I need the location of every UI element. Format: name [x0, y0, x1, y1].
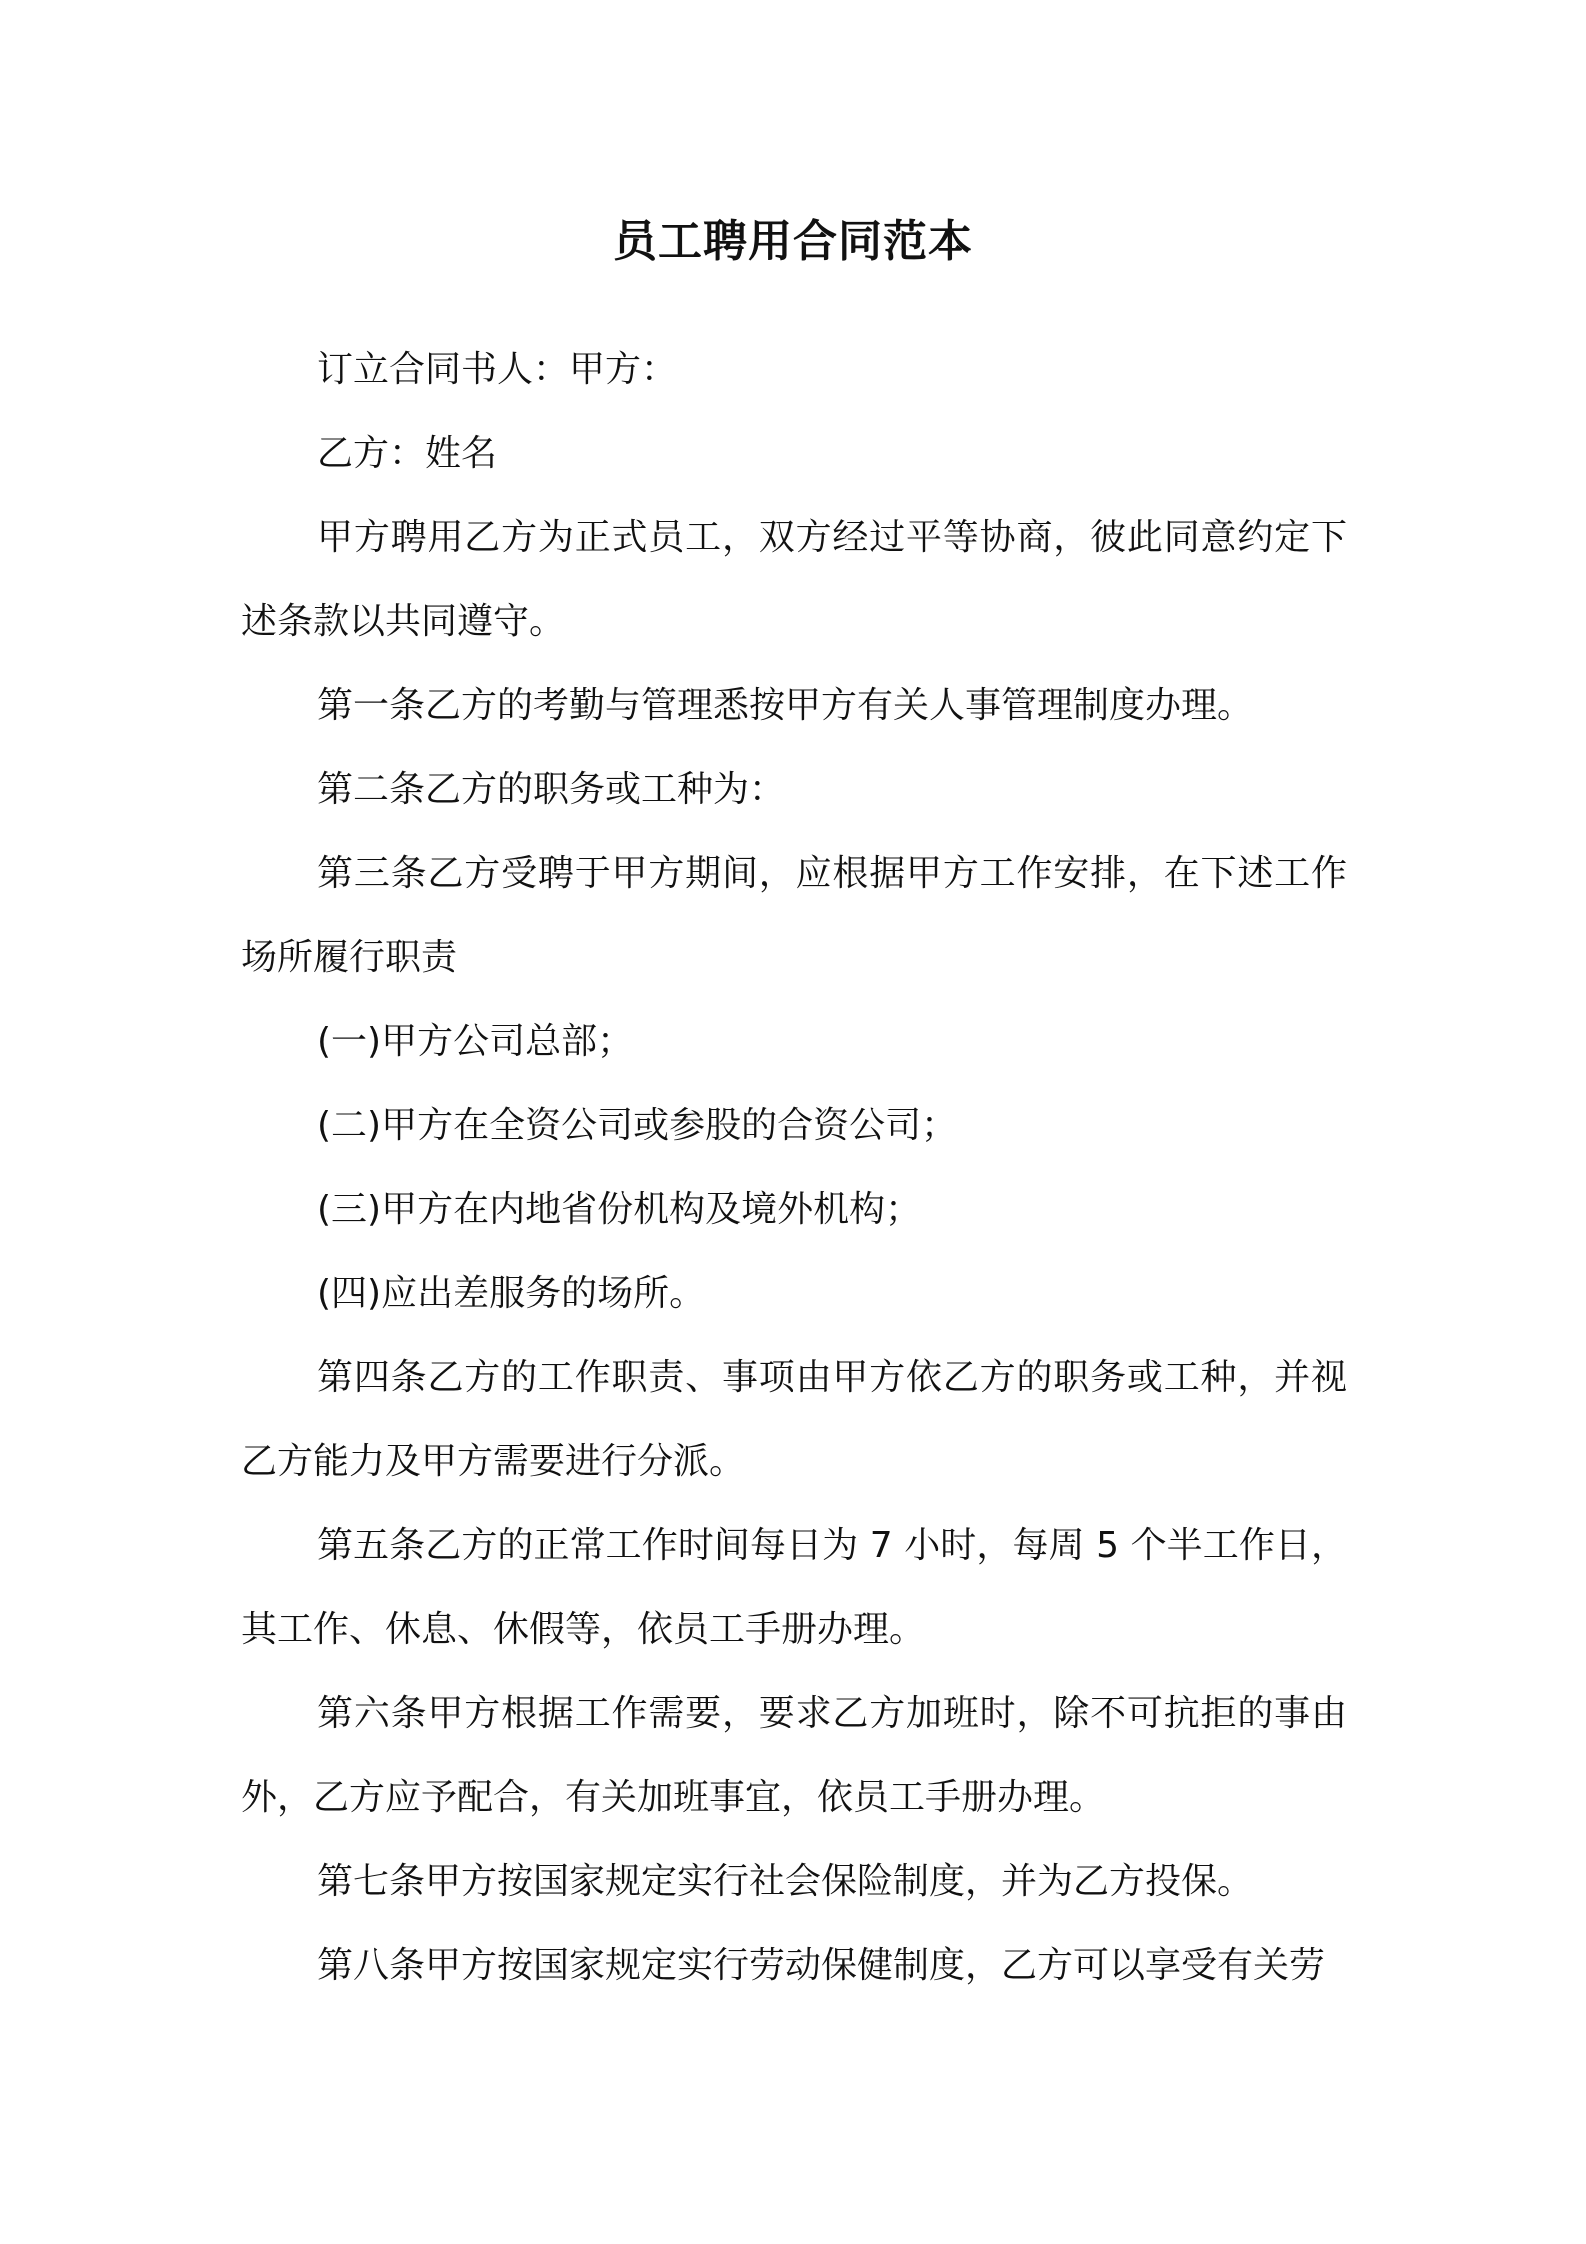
document-body [241, 328, 1347, 2008]
list-item-1: (一)甲方公司总部； [317, 1021, 634, 1062]
paragraph-article-2: 第二条乙方的职务或工种为： [317, 769, 786, 810]
list-item-3: (三)甲方在内地省份机构及境外机构； [317, 1189, 922, 1230]
paragraph-party-b: 乙方：姓名 [317, 433, 498, 474]
list-item-4: (四)应出差服务的场所。 [317, 1273, 706, 1314]
paragraph-article-3: 第三条乙方受聘于甲方期间，应根据甲方工作安排，在下述工作场所履行职责 [241, 853, 1347, 978]
paragraph-preamble: 甲方聘用乙方为正式员工，双方经过平等协商，彼此同意约定下述条款以共同遵守。 [241, 517, 1347, 642]
paragraph-article-5: 第五条乙方的正常工作时间每日为 7 小时，每周 5 个半工作日，其工作、休息、休假等，依员工手册办理。 [241, 1525, 1347, 1650]
paragraph-parties: 订立合同书人：甲方： [317, 349, 678, 390]
paragraph-article-6: 第六条甲方根据工作需要，要求乙方加班时，除不可抗拒的事由外，乙方应予配合，有关加班事宜，依员工手册办理。 [241, 1693, 1347, 1818]
paragraph-article-8: 第八条甲方按国家规定实行劳动保健制度，乙方可以享受有关劳 [317, 1945, 1326, 1986]
paragraph-article-1: 第一条乙方的考勤与管理悉按甲方有关人事管理制度办理。 [317, 685, 1254, 726]
list-item-2: (二)甲方在全资公司或参股的合资公司； [317, 1105, 958, 1146]
paragraph-article-7: 第七条甲方按国家规定实行社会保险制度，并为乙方投保。 [317, 1861, 1254, 1902]
paragraph-article-4: 第四条乙方的工作职责、事项由甲方依乙方的职务或工种，并视乙方能力及甲方需要进行分派。 [241, 1357, 1347, 1482]
document-title: 员工聘用合同范本 [613, 216, 973, 267]
